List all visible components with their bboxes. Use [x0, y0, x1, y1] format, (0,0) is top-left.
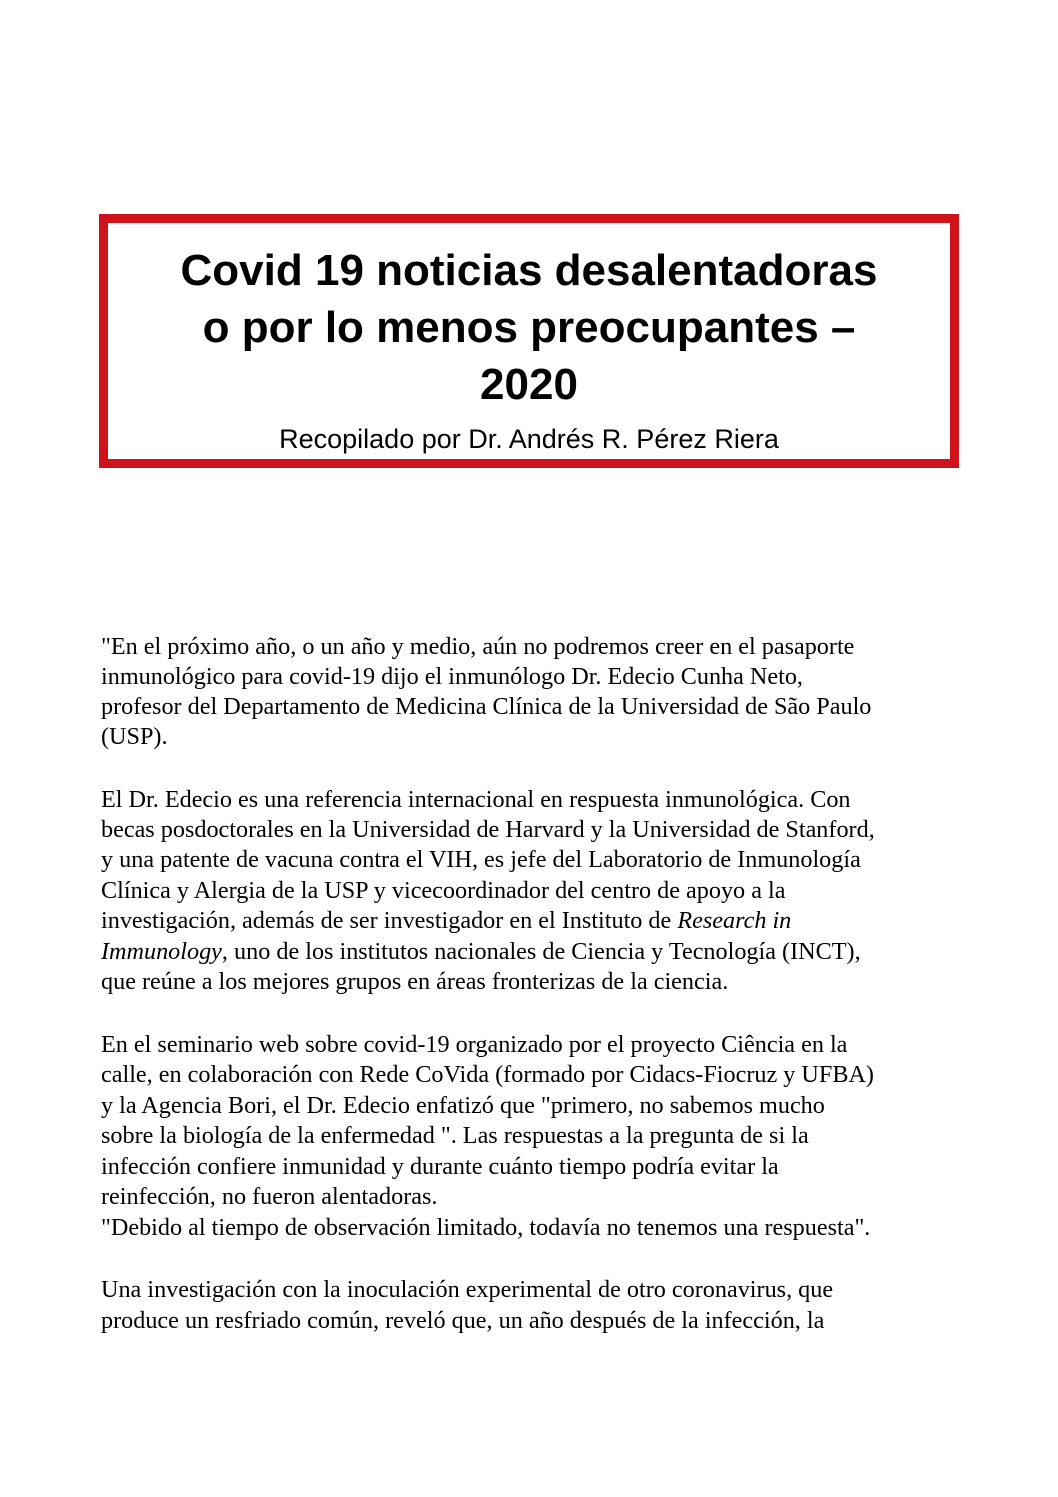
paragraph-2-line-3: y una patente de vacuna contra el VIH, es jefe del Laboratorio de Inmunología: [101, 846, 861, 873]
title-line-3: 2020: [480, 360, 578, 409]
title-box: [99, 214, 959, 468]
paragraph-2-line-6: [101, 937, 861, 967]
paragraph-3-line-7: "Debido al tiempo de observación limitado, todavía no tenemos una respuesta".: [101, 1214, 871, 1241]
paragraph-3-line-2: calle, en colaboración con Rede CoVida (formado por Cidacs-Fiocruz y UFBA): [101, 1061, 874, 1088]
paragraph-1-line-2: inmunológico para covid-19 dijo el inmunólogo Dr. Edecio Cunha Neto,: [101, 663, 803, 690]
italic-immunology: Immunology: [101, 938, 222, 965]
paragraph-1-line-3: profesor del Departamento de Medicina Clínica de la Universidad de São Paulo: [101, 693, 872, 720]
paragraph-4-line-1: Una investigación con la inoculación experimental de otro coronavirus, que: [101, 1276, 834, 1303]
title-line-1: Covid 19 noticias desalentadoras: [180, 246, 878, 295]
paragraph-3-line-6: reinfección, no fueron alentadoras.: [101, 1183, 438, 1210]
title-line-2: o por lo menos preocupantes –: [202, 303, 856, 352]
paragraph-1-line-1: "En el próximo año, o un año y medio, aún no podremos creer en el pasaporte: [101, 633, 855, 660]
paragraph-2-line-7: que reúne a los mejores grupos en áreas fronterizas de la ciencia.: [101, 968, 729, 995]
subtitle-author: Recopilado por Dr. Andrés R. Pérez Riera: [279, 424, 779, 454]
paragraph-3-line-5: infección confiere inmunidad y durante cuánto tiempo podría evitar la: [101, 1153, 779, 1180]
paragraph-4-line-2: produce un resfriado común, reveló que, un año después de la infección, la: [101, 1307, 825, 1334]
paragraph-3-line-3: y la Agencia Bori, el Dr. Edecio enfatizó que "primero, no sabemos mucho: [101, 1092, 825, 1119]
paragraph-3-line-4: sobre la biología de la enfermedad ". Las respuestas a la pregunta de si la: [101, 1122, 809, 1149]
italic-research-in: Research in: [677, 907, 792, 934]
paragraph-2-line-5-text: investigación, además de ser investigador en el Instituto de: [101, 907, 678, 934]
paragraph-2-line-1: El Dr. Edecio es una referencia internacional en respuesta inmunológica. Con: [101, 786, 851, 813]
paragraph-2-line-6-text: , uno de los institutos nacionales de Ciencia y Tecnología (INCT),: [221, 938, 861, 965]
paragraph-2-line-5: [101, 906, 791, 936]
paragraph-2-line-4: Clínica y Alergia de la USP y vicecoordinador del centro de apoyo a la: [101, 877, 786, 904]
paragraph-2-line-2: becas posdoctorales en la Universidad de Harvard y la Universidad de Stanford,: [101, 816, 875, 843]
paragraph-3-line-1: En el seminario web sobre covid-19 organizado por el proyecto Ciência en la: [101, 1031, 848, 1058]
paragraph-1-line-4: (USP).: [101, 723, 168, 750]
